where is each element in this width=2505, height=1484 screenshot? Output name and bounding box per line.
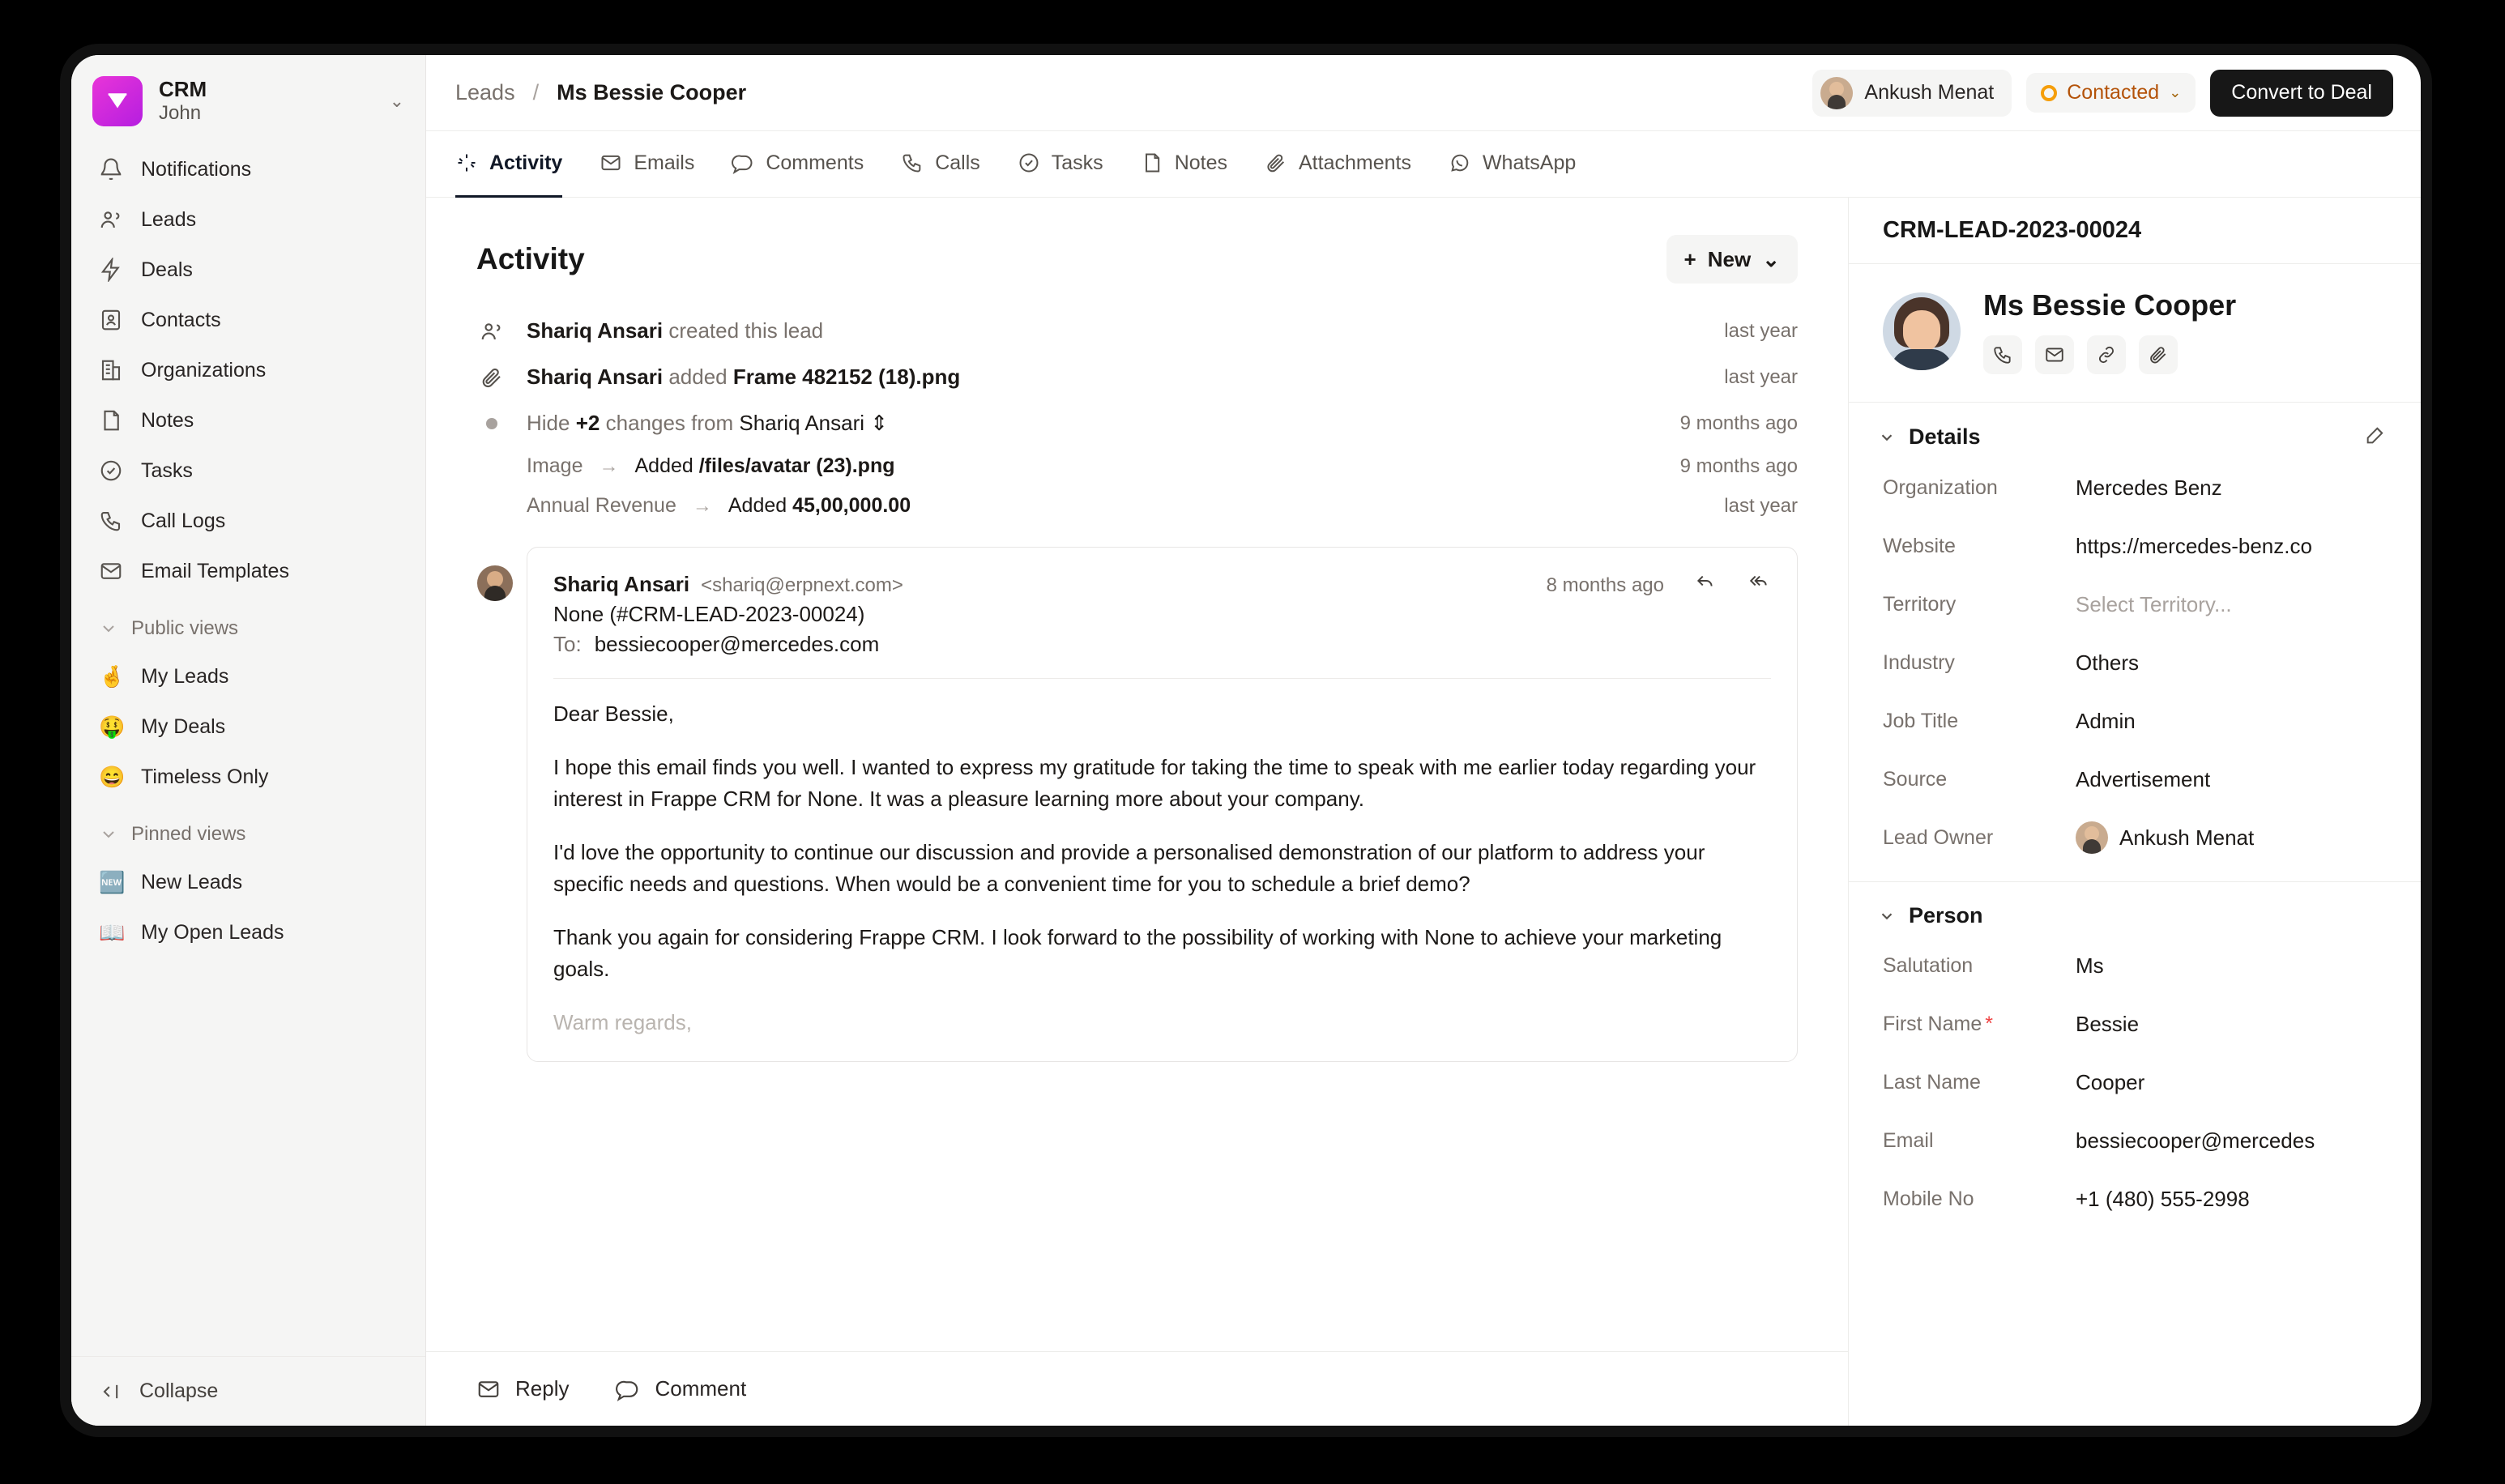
public-views-list	[71, 648, 425, 802]
changes-actor: Shariq Ansari	[739, 411, 865, 435]
brand-title: CRM	[159, 77, 207, 101]
field-label: Lead Owner	[1883, 825, 1994, 849]
reply-icon[interactable]	[1693, 570, 1718, 595]
field-last-name[interactable]	[1849, 1053, 2421, 1111]
timeless-only-icon: 😄	[99, 764, 126, 789]
sidebar-item-call-logs[interactable]	[86, 496, 411, 546]
sidebar-item-label: Organizations	[141, 358, 267, 382]
chevron-down-icon: ⌄	[2169, 84, 2182, 100]
contact-hero	[1849, 264, 2421, 403]
page-title: Activity	[476, 242, 585, 275]
breadcrumb-leads[interactable]: Leads	[455, 80, 515, 104]
field-label: First Name	[1883, 1012, 1982, 1035]
crm-logo-icon	[92, 76, 143, 126]
section-title: Person	[1909, 903, 1983, 927]
activity-pane	[426, 198, 1849, 1426]
email-subject: None (#CRM-LEAD-2023-00024)	[553, 602, 865, 626]
email-sender-address: <shariq@erpnext.com>	[701, 574, 903, 596]
field-label: Salutation	[1883, 953, 1974, 977]
lead-owner-chip[interactable]	[1812, 70, 2012, 117]
pinned-views-header[interactable]	[71, 802, 425, 854]
change-field: Annual Revenue	[527, 494, 676, 517]
field-label: Email	[1883, 1128, 1934, 1152]
breadcrumb-separator: /	[532, 80, 540, 104]
sidebar-item-label: My Deals	[141, 714, 226, 738]
activity-time: last year	[1724, 365, 1798, 388]
reply-label: Reply	[515, 1376, 570, 1401]
activity-scroll-area[interactable]	[426, 198, 1848, 1351]
sidebar-item-deals[interactable]	[86, 245, 411, 295]
tab-activity[interactable]	[455, 131, 562, 198]
brand-switcher[interactable]	[71, 55, 425, 141]
field-salutation[interactable]	[1849, 936, 2421, 995]
app-window	[71, 55, 2421, 1426]
tab-label: Calls	[935, 151, 980, 174]
status-dot-icon	[2041, 85, 2057, 101]
tab-label: Comments	[766, 151, 864, 174]
activity-item	[476, 308, 1798, 354]
field-mobile-no[interactable]	[1849, 1170, 2421, 1228]
tab-label: Attachments	[1299, 151, 1411, 174]
email-card[interactable]	[527, 547, 1798, 1062]
field-email[interactable]	[1849, 1111, 2421, 1170]
field-value: Mercedes Benz	[2076, 475, 2222, 500]
mail-icon[interactable]	[2035, 335, 2074, 374]
field-value: Select Territory...	[2076, 591, 2232, 616]
activity-actor: Shariq Ansari	[527, 318, 664, 343]
activity-time: last year	[1724, 319, 1798, 342]
email-paragraph: I hope this email finds you well. I wanted to express my gratitude for taking the time to speak with me earlier today regarding your interest in Frappe CRM for None. It was a pleasure learning more about your company.	[553, 754, 1756, 812]
field-label: Mobile No	[1883, 1187, 1974, 1210]
details-panel	[1849, 198, 2421, 1426]
status-label: Contacted	[2067, 81, 2160, 104]
email-time: 8 months ago	[1546, 574, 1664, 596]
changes-text: changes from	[605, 411, 734, 435]
email-closing: Warm regards,	[553, 1009, 692, 1034]
sidebar-item-notes[interactable]	[86, 395, 411, 446]
contact-name: Ms Bessie Cooper	[1983, 288, 2237, 322]
arrow-right-icon: →	[692, 494, 712, 517]
email-paragraph: Thank you again for considering Frappe CRM. I look forward to the possibility of working with None to achieve your marketing goals.	[553, 924, 1722, 982]
field-label: Industry	[1883, 650, 1955, 674]
arrow-right-icon: →	[599, 454, 619, 477]
sidebar-item-my-open-leads[interactable]	[86, 907, 411, 957]
main-area	[426, 55, 2421, 1426]
topbar	[426, 55, 2421, 131]
sidebar-item-label: Deals	[141, 258, 193, 281]
sidebar-item-label: Contacts	[141, 308, 221, 331]
field-label: Last Name	[1883, 1070, 1981, 1094]
tab-label: Tasks	[1051, 151, 1103, 174]
tab-label: Activity	[489, 151, 563, 174]
tab-comments[interactable]	[732, 131, 864, 198]
field-value: Cooper	[2076, 1069, 2145, 1094]
sidebar-item-label: Timeless Only	[141, 765, 269, 788]
sidebar-item-label: Tasks	[141, 458, 193, 482]
edit-details-icon[interactable]	[2364, 424, 2387, 450]
change-action: Added	[728, 494, 787, 517]
change-field: Image	[527, 454, 583, 477]
email-sender: Shariq Ansari	[553, 572, 690, 596]
my-open-leads-icon: 📖	[99, 919, 126, 945]
field-organization[interactable]	[1849, 458, 2421, 517]
collapse-label: Collapse	[139, 1380, 219, 1402]
sidebar-item-my-deals[interactable]	[86, 701, 411, 752]
pinned-views-list	[71, 854, 425, 957]
email-paragraph: Dear Bessie,	[553, 701, 674, 726]
tab-whatsapp[interactable]	[1449, 131, 1576, 198]
field-first-name[interactable]	[1849, 995, 2421, 1053]
chevron-updown-icon[interactable]: ⇕	[870, 411, 889, 435]
tab-bar	[426, 131, 2421, 198]
phone-icon[interactable]	[1983, 335, 2022, 374]
email-body	[553, 698, 1771, 1038]
field-label: Territory	[1883, 592, 1957, 616]
tab-calls[interactable]	[901, 131, 980, 198]
change-item	[476, 486, 1798, 526]
sidebar-item-label: Notifications	[141, 157, 252, 181]
plus-icon: +	[1684, 246, 1696, 271]
field-label: Source	[1883, 767, 1948, 791]
activity-action-bar	[426, 1351, 1848, 1426]
pinned-views-label: Pinned views	[131, 823, 246, 845]
sidebar-item-label: My Leads	[141, 664, 229, 688]
field-label: Organization	[1883, 475, 1998, 499]
tab-label: Emails	[634, 151, 695, 174]
field-label: Website	[1883, 534, 1956, 557]
field-territory[interactable]	[1849, 575, 2421, 633]
public-views-label: Public views	[131, 617, 239, 639]
changes-hide-label[interactable]: Hide	[527, 411, 570, 435]
details-section-header[interactable]	[1849, 403, 2421, 458]
field-value: Others	[2076, 650, 2140, 675]
field-industry[interactable]	[1849, 633, 2421, 692]
activity-actor: Shariq Ansari	[527, 365, 664, 389]
avatar	[2076, 821, 2108, 854]
activity-action: added	[668, 365, 728, 389]
tab-tasks[interactable]	[1018, 131, 1103, 198]
field-value: +1 (480) 555-2998	[2076, 1186, 2250, 1211]
avatar	[477, 565, 513, 601]
tab-attachments[interactable]	[1265, 131, 1411, 198]
sidebar-item-notifications[interactable]	[86, 144, 411, 194]
sidebar-item-label: New Leads	[141, 870, 243, 893]
change-item	[476, 446, 1798, 486]
change-value: /files/avatar (23).png	[698, 454, 895, 477]
sidebar-item-contacts[interactable]	[86, 295, 411, 345]
field-value: Ms	[2076, 953, 2104, 978]
chevron-down-icon: ⌄	[1762, 246, 1780, 271]
sidebar-item-label: My Open Leads	[141, 920, 284, 944]
change-value: 45,00,000.00	[792, 494, 911, 517]
change-time: last year	[1724, 494, 1798, 517]
reply-button[interactable]	[476, 1376, 569, 1401]
field-label: Job Title	[1883, 709, 1959, 732]
field-value: https://mercedes-benz.co	[2076, 533, 2312, 558]
sidebar-item-leads[interactable]	[86, 194, 411, 245]
required-marker: *	[1985, 1012, 1993, 1035]
chevron-down-icon: ⌄	[389, 91, 404, 111]
sidebar-nav	[71, 141, 425, 596]
activity-item	[476, 354, 1798, 400]
change-action: Added	[634, 454, 693, 477]
avatar[interactable]	[1883, 292, 1961, 370]
field-value: Advertisement	[2076, 766, 2211, 791]
tab-label: WhatsApp	[1482, 151, 1577, 174]
my-deals-icon: 🤑	[99, 714, 126, 739]
sidebar-item-my-leads[interactable]	[86, 651, 411, 701]
comment-button[interactable]	[616, 1376, 746, 1401]
record-id: CRM-LEAD-2023-00024	[1849, 198, 2421, 264]
my-leads-icon: 🤞	[99, 663, 126, 689]
bullet-icon	[476, 418, 507, 429]
field-lead-owner[interactable]	[1849, 808, 2421, 867]
sidebar-item-label: Email Templates	[141, 559, 289, 582]
attachment-icon[interactable]	[2139, 335, 2178, 374]
tab-label: Notes	[1174, 151, 1227, 174]
user-plus-icon	[476, 319, 507, 343]
sidebar-item-label: Leads	[141, 207, 197, 231]
lead-owner-name: Ankush Menat	[1864, 81, 1995, 104]
sidebar	[71, 55, 426, 1426]
email-paragraph: I'd love the opportunity to continue our discussion and provide a personalised demonstration of our platform to address your specific needs and questions. When would be a convenient time for you to schedule a brief demo?	[553, 839, 1705, 897]
email-to-address: bessiecooper@mercedes.com	[594, 632, 880, 656]
activity-action: created this lead	[668, 318, 824, 343]
sidebar-item-organizations[interactable]	[86, 345, 411, 395]
tab-notes[interactable]	[1141, 131, 1227, 198]
changes-count: +2	[575, 411, 600, 435]
convert-to-deal-button[interactable]: Convert to Deal	[2210, 70, 2393, 117]
avatar	[1820, 77, 1853, 109]
field-value: bessiecooper@mercedes	[2076, 1128, 2315, 1153]
field-value: Admin	[2076, 708, 2136, 733]
link-icon[interactable]	[2087, 335, 2126, 374]
public-views-header[interactable]	[71, 596, 425, 648]
activity-detail: Frame 482152 (18).png	[732, 365, 961, 389]
sidebar-item-tasks[interactable]	[86, 446, 411, 496]
field-job-title[interactable]	[1849, 692, 2421, 750]
attachment-icon	[476, 365, 507, 390]
changes-toggle-row[interactable]	[476, 400, 1798, 446]
person-section-header[interactable]	[1849, 882, 2421, 936]
field-source[interactable]	[1849, 750, 2421, 808]
status-badge[interactable]	[2026, 73, 2196, 113]
comment-label: Comment	[655, 1376, 747, 1401]
tab-emails[interactable]	[600, 131, 694, 198]
section-title: Details	[1909, 424, 1981, 449]
email-to-label: To:	[553, 632, 582, 656]
new-activity-button[interactable]	[1666, 235, 1798, 284]
change-time: 9 months ago	[1679, 454, 1798, 477]
breadcrumb-current: Ms Bessie Cooper	[557, 80, 747, 104]
brand-user: John	[159, 102, 202, 125]
sidebar-item-timeless-only[interactable]	[86, 752, 411, 802]
sidebar-item-new-leads[interactable]	[86, 857, 411, 907]
sidebar-item-label: Notes	[141, 408, 194, 432]
collapse-sidebar-button[interactable]	[71, 1356, 425, 1426]
new-button-label: New	[1707, 246, 1752, 271]
sidebar-item-email-templates[interactable]	[86, 546, 411, 596]
reply-all-icon[interactable]	[1747, 570, 1771, 595]
activity-time: 9 months ago	[1679, 412, 1798, 434]
sidebar-item-label: Call Logs	[141, 509, 226, 532]
field-website[interactable]	[1849, 517, 2421, 575]
new-leads-icon: 🆕	[99, 869, 126, 894]
field-value: Ankush Menat	[2119, 825, 2255, 850]
field-value: Bessie	[2076, 1011, 2140, 1036]
